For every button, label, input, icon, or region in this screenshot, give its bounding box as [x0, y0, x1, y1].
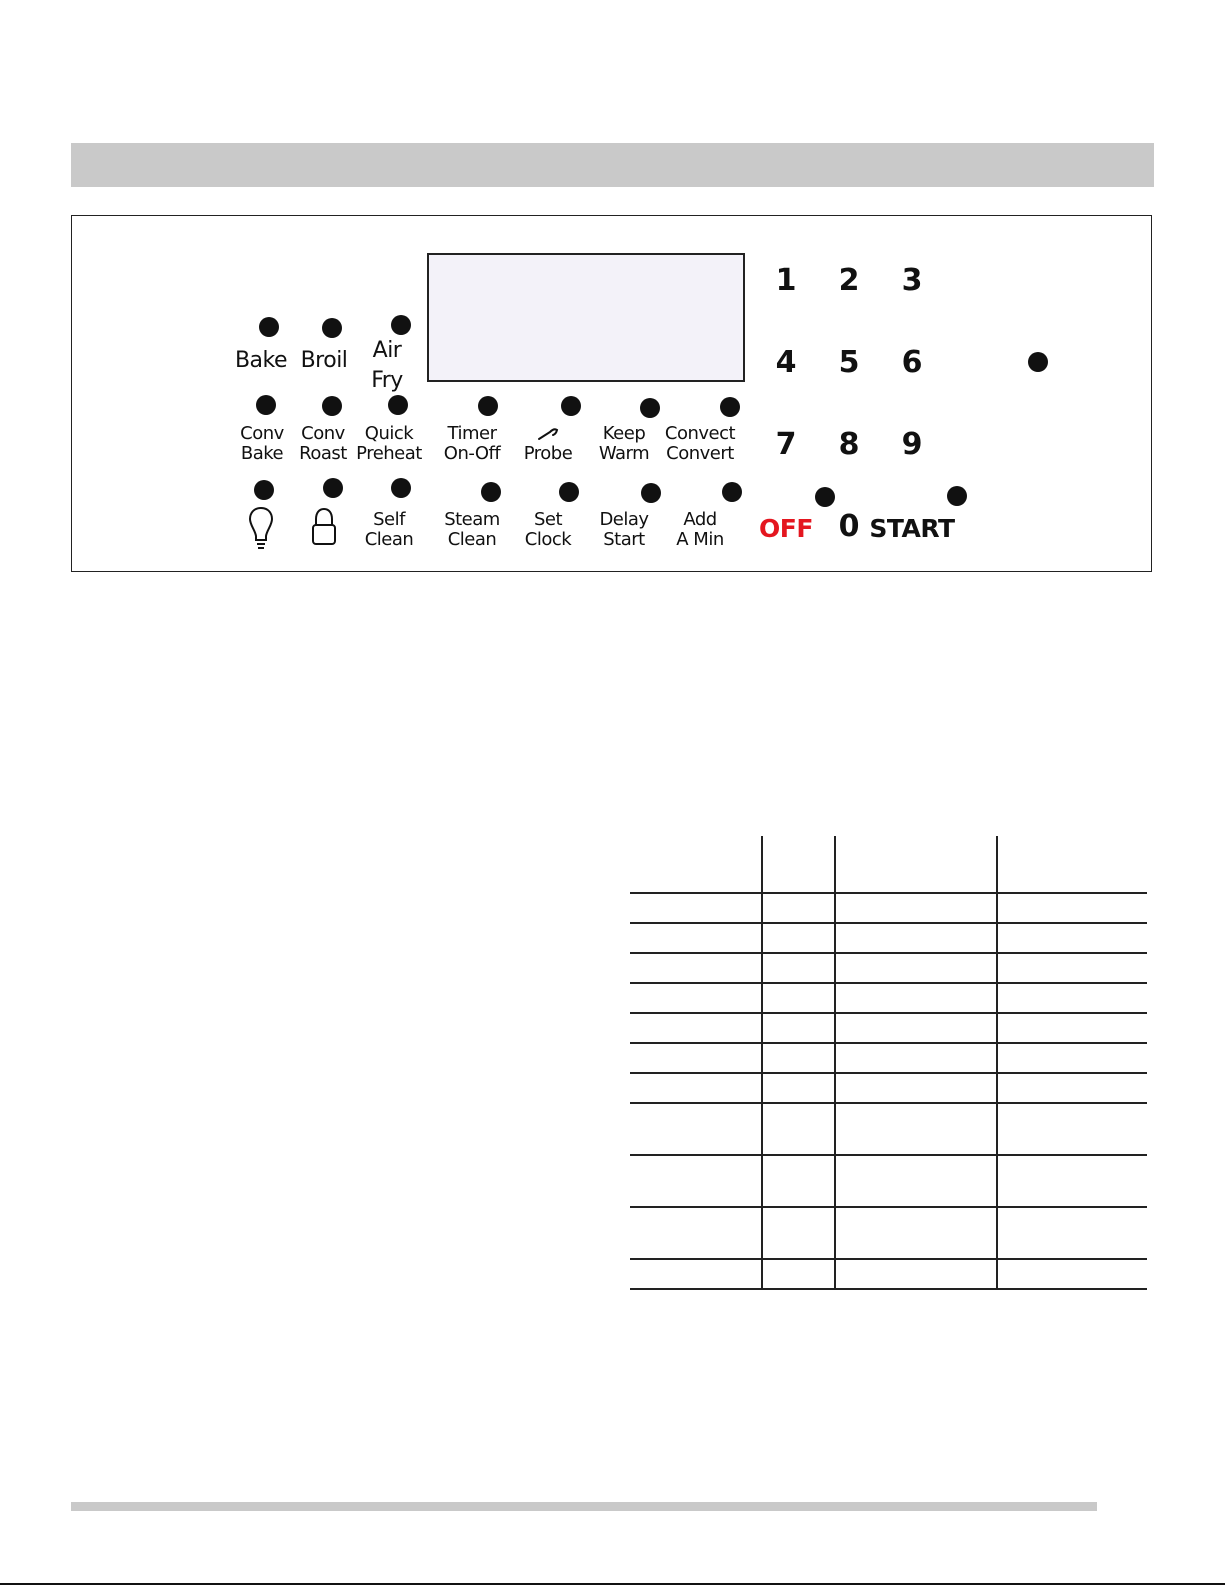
start-indicator-dot[interactable]	[947, 486, 967, 506]
oven-light-button[interactable]	[254, 480, 274, 500]
keypad-side-button[interactable]	[1028, 352, 1048, 372]
table-row-divider	[630, 1042, 1147, 1044]
table-row-divider	[630, 1012, 1147, 1014]
control-lock-button[interactable]	[323, 478, 343, 498]
quick-preheat-line2: Preheat	[356, 443, 422, 464]
table-col-divider	[761, 836, 763, 1289]
probe-icon	[537, 426, 559, 442]
convect-convert-button[interactable]	[720, 397, 740, 417]
footer-bar	[71, 1502, 1097, 1511]
self-clean-label	[365, 510, 414, 550]
quick-preheat-button[interactable]	[388, 395, 408, 415]
conv-roast-button[interactable]	[322, 396, 342, 416]
table-row-divider	[630, 1154, 1147, 1156]
lock-icon	[311, 507, 337, 547]
conv-roast-line2: Roast	[299, 443, 347, 464]
table-row-divider	[630, 1258, 1147, 1260]
zero-indicator-dot[interactable]	[815, 487, 835, 507]
bake-button[interactable]	[259, 317, 279, 337]
set-clock-label	[525, 510, 571, 550]
add-a-min-button[interactable]	[722, 482, 742, 502]
delay-start-line2: Start	[603, 529, 645, 550]
table-row-divider	[630, 982, 1147, 984]
keypad-2[interactable]: 2	[838, 263, 860, 298]
conv-bake-line2: Bake	[240, 443, 284, 464]
conv-bake-button[interactable]	[256, 395, 276, 415]
table-row-divider	[630, 952, 1147, 954]
air-fry-label-line2: Fry	[371, 368, 403, 393]
self-clean-line1: Self	[373, 509, 405, 530]
keypad-3[interactable]: 3	[901, 263, 923, 298]
steam-clean-label	[444, 510, 500, 550]
keep-warm-button[interactable]	[640, 398, 660, 418]
table-row-divider	[630, 892, 1147, 894]
quick-preheat-label	[356, 424, 422, 464]
probe-label: Probe	[523, 443, 573, 464]
broil-button[interactable]	[322, 318, 342, 338]
timer-on-off-line2: On-Off	[443, 443, 501, 464]
conv-bake-line1: Conv	[240, 423, 284, 444]
keypad-5[interactable]: 5	[838, 345, 860, 380]
table-row-divider	[630, 1288, 1147, 1290]
start-button[interactable]: START	[869, 514, 955, 543]
header-bar	[71, 143, 1154, 187]
timer-on-off-label	[444, 424, 500, 464]
off-button[interactable]: OFF	[759, 514, 813, 543]
table-row-divider	[630, 1072, 1147, 1074]
conv-roast-label	[299, 424, 347, 464]
self-clean-line2: Clean	[364, 529, 414, 550]
table-row-divider	[630, 922, 1147, 924]
set-clock-line2: Clock	[524, 529, 572, 550]
add-a-min-label	[676, 510, 723, 550]
air-fry-label-line1: Air	[372, 338, 402, 363]
keep-warm-line1: Keep	[602, 423, 646, 444]
delay-start-label	[599, 510, 648, 550]
delay-start-line1: Delay	[599, 509, 649, 530]
broil-label: Broil	[300, 348, 348, 373]
quick-preheat-line1: Quick	[364, 423, 414, 444]
set-clock-button[interactable]	[559, 482, 579, 502]
table-col-divider	[834, 836, 836, 1289]
steam-clean-button[interactable]	[481, 482, 501, 502]
conv-bake-label	[240, 424, 284, 464]
table-row-divider	[630, 1102, 1147, 1104]
convect-convert-line1: Convect	[664, 423, 736, 444]
add-a-min-line1: Add	[683, 509, 717, 530]
steam-clean-line1: Steam	[444, 509, 500, 530]
keypad-9[interactable]: 9	[901, 427, 923, 462]
keypad-0[interactable]: 0	[838, 509, 860, 544]
keep-warm-line2: Warm	[598, 443, 650, 464]
air-fry-button[interactable]	[391, 315, 411, 335]
keypad-6[interactable]: 6	[901, 345, 923, 380]
probe-button[interactable]	[561, 396, 581, 416]
bake-label: Bake	[234, 348, 288, 373]
keypad-8[interactable]: 8	[838, 427, 860, 462]
set-clock-line1: Set	[533, 509, 563, 530]
conv-roast-line1: Conv	[301, 423, 345, 444]
convect-convert-line2: Convert	[666, 443, 734, 464]
keep-warm-label	[599, 424, 649, 464]
keypad-7[interactable]: 7	[775, 427, 797, 462]
air-fry-label	[371, 336, 403, 396]
steam-clean-line2: Clean	[447, 529, 497, 550]
table-col-divider	[996, 836, 998, 1289]
keypad-1[interactable]: 1	[775, 263, 797, 298]
delay-start-button[interactable]	[641, 483, 661, 503]
self-clean-button[interactable]	[391, 478, 411, 498]
keypad-4[interactable]: 4	[775, 345, 797, 380]
light-bulb-icon	[248, 506, 274, 550]
timer-on-off-line1: Timer	[447, 423, 497, 444]
add-a-min-line2: A Min	[676, 529, 724, 550]
table-row-divider	[630, 1206, 1147, 1208]
timer-on-off-button[interactable]	[478, 396, 498, 416]
convect-convert-label	[665, 424, 735, 464]
oven-display	[427, 253, 745, 382]
empty-table	[630, 836, 1147, 1289]
